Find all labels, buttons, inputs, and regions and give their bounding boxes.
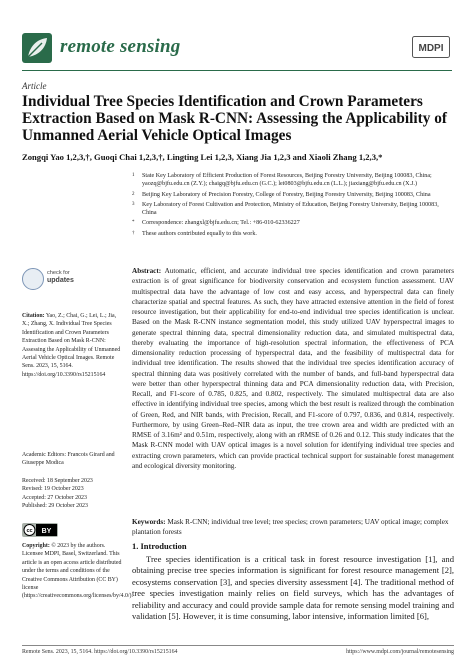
affiliation-number: * bbox=[132, 220, 135, 226]
affiliation-number: 2 bbox=[132, 191, 135, 197]
copyright-block bbox=[22, 542, 133, 601]
abstract-text: Automatic, efficient, and accurate individual tree species identification and crown parameters extraction is of great significance for biodiversity conservation and ecosystem function assessment. UAV multispectral data have the advantage of low cost and easy access, and hyperspectral data can finely characterize spatial and spectral features. As such, they have attracted extensive attention in the field of forest resource investigation, but their applicability for end-to-end individual tree species identification is unclear. Based on the Mask R-CNN instance segmentation model, this study utilized UAV hyperspectral images to generate spectral thinning data, spectral dimensionality reduction data, and simulated multispectral data, thereby evaluating the importance of high-resolution spectral information, the effectiveness of PCA dimensionality reduction processing of hyperspectral data, and the feasibility of multispectral data for individual tree identification. The results showed that the individual tree species identification accuracy of spectral thinning data was positively correlated with the number of bands, and full-band hyperspectral data were better than other hyperspectral thinning data and PCA dimensionality reduction data, with Precision, Recall, and F1-score of 0.785, 0.825, and 0.802, respectively. The simulated multispectral data are also effective in identifying individual tree species, among which the best result is realized through the combination of Green, Red, and NIR bands, with Precision, Recall, and F1-score of 0.797, 0.836, and 0.814, respectively. Furthermore, by using Green–Red–NIR data as input, the tree crown area and width are predicted with an RMSE of 3.16m² and 0.51m, respectively, along with an rRMSE of 0.26 and 0.12. This study indicates that the Mask R-CNN model with UAV optical images is a novel solution for identifying individual tree species and extracting crown parameters, which can provide practical technical support for sustainable forest management and ecological diversity monitoring. bbox=[132, 267, 454, 470]
affiliation-number: 1 bbox=[132, 173, 135, 178]
introduction-paragraph: Tree species identification is a critical task in forest resource investigation [1], and obtaining precise tree species information is significant for forest resource management [2], ecosystems conservation [3], and species diversity assessment [4]. The traditional method of tree species investigation mainly relies on field surveys, which has the advantages of reliability and accuracy and could provide sample data for remote sensing model training and validation [5]. However, it is time consuming, labor intensive, information limited [6], bbox=[132, 554, 454, 622]
publication-dates bbox=[22, 477, 122, 511]
keywords bbox=[132, 517, 454, 538]
journal-name: remote sensing bbox=[60, 36, 181, 57]
abstract-label: Abstract: bbox=[132, 267, 162, 275]
cc-label: cc bbox=[26, 528, 33, 534]
header-rule bbox=[22, 70, 452, 71]
equal-contribution-text: These authors contributed equally to this work. bbox=[142, 230, 257, 237]
correspondence-item bbox=[132, 219, 454, 227]
check-for-updates-badge[interactable] bbox=[22, 268, 82, 292]
check-updates-icon bbox=[22, 268, 44, 290]
article-title: Individual Tree Species Identification and Crown Parameters Extraction Based on Mask R-CNN: Assessing the Applicability of Unmanned Aerial Vehicle Optical Images bbox=[22, 93, 447, 144]
citation-label: Citation: bbox=[22, 313, 45, 319]
citation-block bbox=[22, 312, 122, 379]
copyright-text: © 2023 by the authors. Licensee MDPI, Basel, Switzerland. This article is an open access article distributed under the terms and conditions of the Creative Commons Attribution (CC BY) license (https://creativecommons.org/licenses/by/4.0/). bbox=[22, 543, 133, 600]
remote-sensing-leaf-icon bbox=[22, 33, 52, 63]
affiliation-number: † bbox=[132, 230, 135, 236]
correspondence-text[interactable]: Correspondence: zhangxl@bjfu.edu.cn; Tel.: +86-010-62336227 bbox=[142, 220, 300, 227]
affiliation-text: Key Laboratory of Forest Cultivation and Protection, Ministry of Education, Beijing Forestry University, Beijing 100083, China bbox=[142, 201, 439, 216]
footer-rule bbox=[22, 645, 454, 646]
published-date: Published: 29 October 2023 bbox=[22, 503, 88, 510]
cc-by-license-icon[interactable] bbox=[22, 523, 58, 537]
received-date: Received: 18 September 2023 bbox=[22, 478, 93, 484]
mdpi-logo-text: MDPI bbox=[418, 43, 444, 54]
affiliation-text: State Key Laboratory of Efficient Production of Forest Resources, Beijing Forestry University, Beijing 100083, China; yaozq@bjfu.edu.cn (Z.Y.); chaigq@bjfu.edu.cn (G.C.); lei0803@bjfu.edu.cn (L.L.); jiaxiang@bjfu.edu.cn (X.J.) bbox=[142, 173, 432, 188]
affiliation-item bbox=[132, 191, 454, 199]
editors-text: Francois Girard and Giuseppe Modica bbox=[22, 452, 115, 467]
academic-editors bbox=[22, 451, 122, 468]
updates-line2: updates bbox=[47, 277, 74, 284]
footer-citation[interactable]: Remote Sens. 2023, 15, 5164. https://doi.org/10.3390/rs15215164 bbox=[22, 649, 178, 655]
article-type: Article bbox=[22, 81, 47, 91]
equal-contribution-note bbox=[132, 230, 454, 238]
accepted-date: Accepted: 27 October 2023 bbox=[22, 494, 87, 501]
citation-text[interactable]: Yao, Z.; Chai, G.; Lei, L.; Jia, X.; Zhang, X. Individual Tree Species Identification and Crown Parameters Extraction Based on Mask R-CNN: Assessing the Applicability of Unmanned Aerial Vehicle Optical Images. Remote Sens. 2023, 15, 5164. https://doi.org/10.3390/rs15215164 bbox=[22, 313, 121, 378]
editors-label: Academic Editors: bbox=[22, 452, 67, 458]
section-heading-introduction: 1. Introduction bbox=[132, 541, 187, 551]
author-list[interactable]: Zongqi Yao 1,2,3,†, Guoqi Chai 1,2,3,†, Lingting Lei 1,2,3, Xiang Jia 1,2,3 and Xiaoli Zhang 1,2,3,* bbox=[22, 152, 383, 162]
affiliation-text: Beijing Key Laboratory of Precision Forestry, College of Forestry, Beijing Forestry University, Beijing 100083, China bbox=[142, 191, 431, 198]
cc-by-label: BY bbox=[41, 528, 52, 535]
keywords-text: Mask R-CNN; individual tree level; tree species; crown parameters; UAV optical image; complex plantation forests bbox=[132, 518, 449, 537]
affiliation-number: 3 bbox=[132, 201, 135, 207]
abstract bbox=[132, 266, 454, 471]
affiliations bbox=[132, 172, 454, 240]
affiliation-item bbox=[132, 201, 454, 217]
copyright-label: Copyright: bbox=[22, 543, 50, 549]
revised-date: Revised: 19 October 2023 bbox=[22, 486, 84, 493]
mdpi-logo[interactable] bbox=[412, 36, 450, 58]
updates-line1: check for bbox=[47, 270, 70, 276]
affiliation-item bbox=[132, 172, 454, 188]
footer-journal-link[interactable]: https://www.mdpi.com/journal/remotesensing bbox=[346, 649, 454, 655]
keywords-label: Keywords: bbox=[132, 518, 166, 526]
